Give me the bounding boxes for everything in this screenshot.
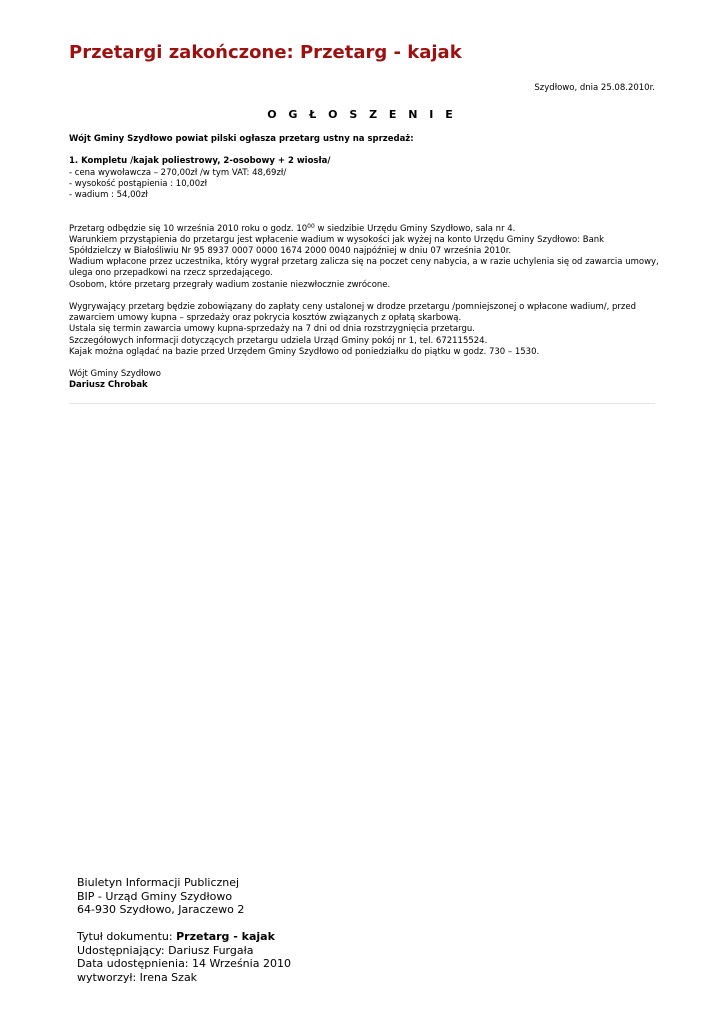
signature-name: Dariusz Chrobak xyxy=(69,380,148,391)
divider xyxy=(69,403,655,404)
viewing-info: Kajak można oglądać na bazie przed Urzędem Gminy Szydłowo od poniedziałku do piątku w godz. 730 – 1530. xyxy=(69,346,540,357)
document-title-value: Przetarg - kajak xyxy=(176,930,275,943)
footer-bip-title: Biuletyn Informacji Publicznej xyxy=(77,876,240,889)
document-title-label: Tytuł dokumentu: xyxy=(77,930,177,943)
auction-location: w siedzibie Urzędu Gminy Szydłowo, sala nr 4. xyxy=(314,223,516,234)
item-step: - wysokość postąpienia : 10,00zł xyxy=(69,178,207,189)
footer-address: 64-930 Szydłowo, Jaraczewo 2 xyxy=(77,903,245,916)
announcement-heading: O G Ł O S Z E N I E xyxy=(267,108,457,121)
bip-footer xyxy=(77,876,291,984)
auction-date xyxy=(69,224,659,235)
auction-time-minutes: 00 xyxy=(307,222,315,230)
footer-shared-by: Udostępniający: Dariusz Furgała xyxy=(77,943,254,957)
item-deposit: - wadium : 54,00zł xyxy=(69,190,148,200)
announcement-body xyxy=(69,134,659,392)
signature-role: Wójt Gminy Szydłowo xyxy=(69,369,161,380)
auction-date-text: Przetarg odbędzie się 10 września 2010 roku o godz. 10 xyxy=(69,223,308,234)
contract-term: Ustala się termin zawarcia umowy kupna-sprzedaży na 7 dni od dnia rozstrzygnięcia przetargu. xyxy=(69,324,475,335)
intro-text: Wójt Gminy Szydłowo powiat pilski ogłasza przetarg ustny na sprzedaż: xyxy=(69,134,414,144)
participation-condition: Warunkiem przystąpienia do przetargu jest wpłacenie wadium w wysokości jak wyżej na konto Urzędu Gminy Szydłowo: Bank Spółdzielczy w Białośliwiu Nr 95 8937 0007 0000 1674 2000 0040 najpóźniej w dniu 07 września 2010r. xyxy=(69,234,605,256)
footer-share-date: Data udostępnienia: 14 Września 2010 xyxy=(77,957,291,970)
footer-created-by: wytworzył: Irena Szak xyxy=(77,970,198,984)
footer-document-title xyxy=(77,930,291,944)
date-line: Szydłowo, dnia 25.08.2010r. xyxy=(534,83,655,93)
payment-obligation: Wygrywający przetarg będzie zobowiązany do zapłaty ceny ustalonej w drodze przetargu /pomniejszonej o wpłacone wadium/, przed zawarciem umowy kupna – sprzedaży oraz pokrycia kosztów związanych z opłatą skarbową. xyxy=(69,301,636,324)
item-title: 1. Kompletu /kajak poliestrowy, 2-osobowy + 2 wiosła/ xyxy=(69,156,331,167)
winner-deposit-text: Wadium wpłacone przez uczestnika, który wygrał przetarg zalicza się na poczet ceny nabycia, a w razie uchylenia się od zawarcia umowy, ulega ono przepadkowi na rzecz sprzedającego. xyxy=(69,257,659,279)
refund-text: Osobom, które przetarg przegrały wadium zostanie niezwłocznie zwrócone. xyxy=(69,279,391,290)
item-price: - cena wywoławcza – 270,00zł /w tym VAT: 48,69zł/ xyxy=(69,167,287,178)
page-title: Przetargi zakończone: Przetarg - kajak xyxy=(69,42,462,63)
contact-info: Szczegółowych informacji dotyczących przetargu udziela Urząd Gminy pokój nr 1, tel. 672115524. xyxy=(69,335,488,346)
footer-office-name: BIP - Urząd Gminy Szydłowo xyxy=(77,889,233,903)
